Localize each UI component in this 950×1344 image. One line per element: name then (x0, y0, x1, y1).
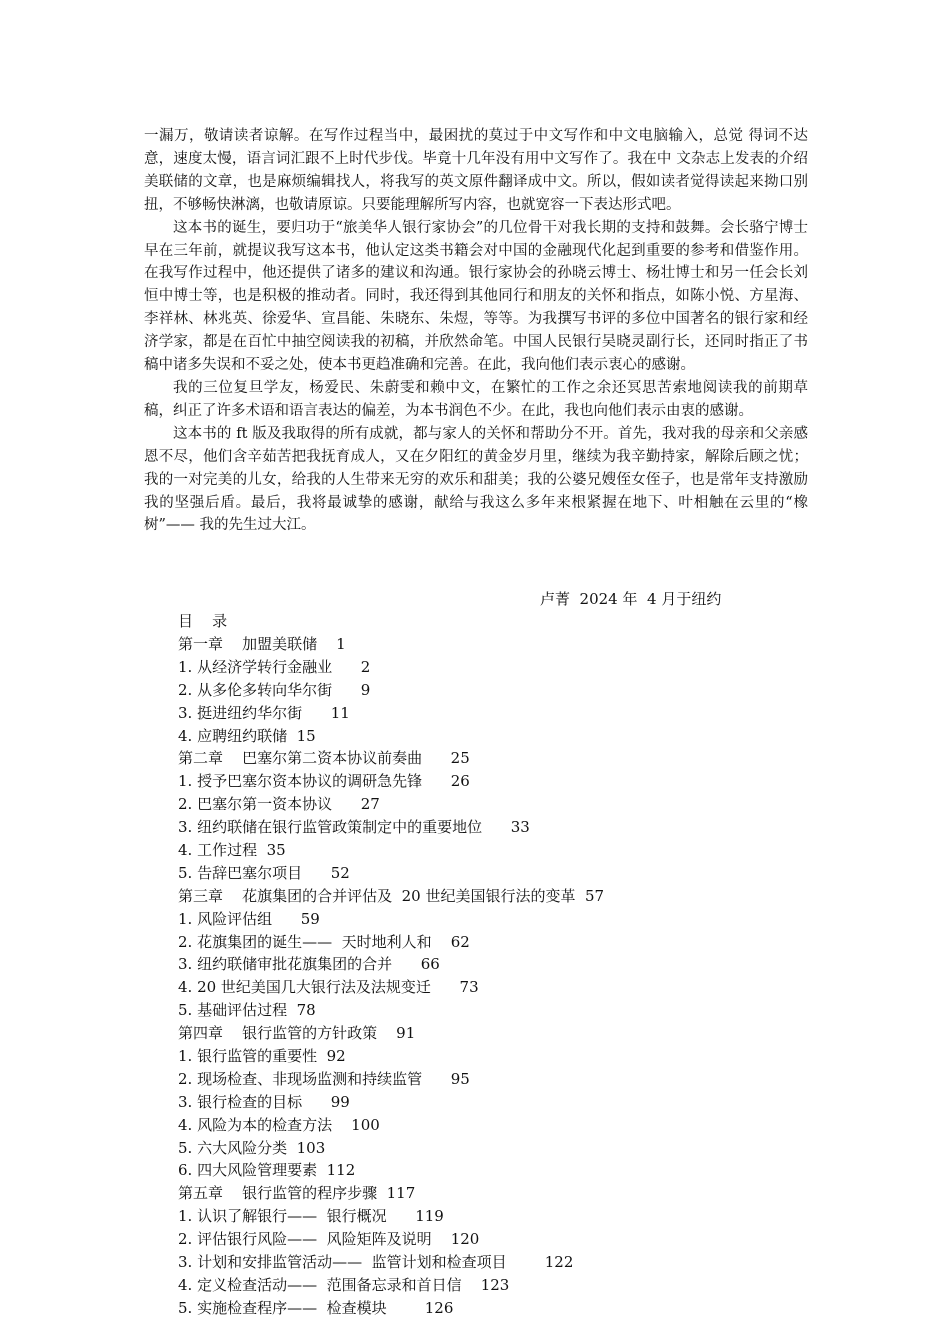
toc-section: 5. 告辞巴塞尔项目 52 (178, 863, 350, 882)
toc-section: 5. 六大风险分类 103 (178, 1138, 326, 1157)
toc-chapter: 第四章 银行监管的方针政策 91 (178, 1024, 416, 1043)
toc-chapter: 第二章 巴塞尔第二资本协议前奏曲 25 (178, 749, 470, 768)
paragraph-1: 一漏万，敬请读者谅解。在写作过程当中，最困扰的莫过于中文写作和中文电脑输入，总觉 得词不达意，速度太慢，语言词汇跟不上时代步伐。毕竟十几年没有用中文写作了。我在中 文杂志上发表的介绍美联储的文章，也是麻烦编辑找人，将我写的英文原件翻译成中文。所以，假如读者觉得读起来拗口别扭，不够畅快淋漓，也敬请原谅。只要能理解所写内容，也就宽容一下表达形式吧。 (144, 128, 808, 213)
toc-section: 5. 基础评估过程 78 (178, 1001, 316, 1020)
toc-section: 3. 挺进纽约华尔街 11 (178, 703, 350, 722)
toc-list (178, 633, 604, 1320)
preface-body (144, 125, 808, 537)
toc-section: 1. 认识了解银行—— 银行概况 119 (178, 1207, 444, 1226)
toc-section: 1. 风险评估组 59 (178, 909, 320, 928)
toc-section: 4. 20 世纪美国几大银行法及法规变迁 73 (178, 978, 479, 997)
toc-chapter: 第一章 加盟美联储 1 (178, 635, 346, 653)
toc-section: 4. 应聘纽约联储 15 (178, 726, 316, 745)
toc-section: 3. 纽约联储在银行监管政策制定中的重要地位 33 (178, 818, 530, 837)
toc-chapter: 第三章 花旗集团的合并评估及 20 世纪美国银行法的变革 57 (178, 886, 605, 905)
toc-section: 1. 银行监管的重要性 92 (178, 1047, 346, 1066)
paragraph-4: 这本书的 ft 版及我取得的所有成就，都与家人的关怀和帮助分不开。首先，我对我的母亲和父亲感恩不尽，他们含辛茹苦把我抚育成人，又在夕阳红的黄金岁月里，继续为我辛勤持家，解除后顾之忧；我的一对完美的儿女，给我的人生带来无穷的欢乐和甜美；我的公婆兄嫂侄女侄子，也是常年支持激励我的坚强后盾。最后，我将最诚挚的感谢，献给与我这么多年来根紧握在地下、叶相触在云里的“橡树”—— 我的先生过大江。 (144, 425, 808, 534)
toc-section: 3. 银行检查的目标 99 (178, 1092, 350, 1111)
toc-section: 1. 从经济学转行金融业 2 (178, 657, 371, 676)
toc-section: 4. 工作过程 35 (178, 841, 286, 860)
toc-section: 2. 评估银行风险—— 风险矩阵及说明 120 (178, 1230, 480, 1249)
toc-section: 1. 授予巴塞尔资本协议的调研急先锋 26 (178, 772, 470, 791)
toc-section: 2. 巴塞尔第一资本协议 27 (178, 795, 380, 814)
toc-section: 2. 从多伦多转向华尔街 9 (178, 680, 371, 699)
toc-section: 2. 现场检查、非现场监测和持续监管 95 (178, 1069, 470, 1088)
toc-section: 3. 纽约联储审批花旗集团的合并 66 (178, 955, 440, 974)
toc-section: 4. 风险为本的检查方法 100 (178, 1115, 380, 1134)
signature-line: 卢菁 2024 年 4 月于纽约 (540, 590, 722, 608)
toc-section: 2. 花旗集团的诞生—— 天时地利人和 62 (178, 932, 470, 951)
paragraph-2: 这本书的诞生，要归功于“旅美华人银行家协会”的几位骨干对我长期的支持和鼓舞。会长骆宁博士早在三年前，就提议我写这本书，他认定这类书籍会对中国的金融现代化起到重要的参考和借鉴作用。在我写作过程中，他还提供了诸多的建议和沟通。银行家协会的孙晓云博士、杨壮博士和另一任会长刘恒中博士等，也是积极的推动者。同时，我还得到其他同行和朋友的关怀和指点，如陈小悦、方星海、李祥林、林兆英、徐爱华、宣昌能、朱晓东、朱煜，等等。为我撰写书评的多位中国著名的银行家和经济学家，都是在百忙中抽空阅读我的初稿，并欣然命笔。中国人民银行吴晓灵副行长，还同时指正了书稿中诸多失误和不妥之处，使本书更趋准确和完善。在此，我向他们表示衷心的感谢。 (144, 219, 808, 374)
toc-section: 5. 实施检查程序—— 检查模块 126 (178, 1298, 454, 1317)
toc-chapter: 第五章 银行监管的程序步骤 117 (178, 1184, 416, 1203)
toc-section: 6. 四大风险管理要素 112 (178, 1161, 356, 1180)
toc-section: 3. 计划和安排监管活动—— 监管计划和检查项目 122 (178, 1253, 574, 1272)
paragraph-3: 我的三位复旦学友，杨爱民、朱蔚雯和赖中文，在繁忙的工作之余还冥思苦索地阅读我的前期草稿，纠正了许多术语和语言表达的偏差，为本书润色不少。在此，我也向他们表示由衷的感谢。 (144, 379, 808, 419)
toc-title: 目 录 (178, 612, 228, 630)
toc-section: 4. 定义检查活动—— 范围备忘录和首日信 123 (178, 1275, 510, 1294)
